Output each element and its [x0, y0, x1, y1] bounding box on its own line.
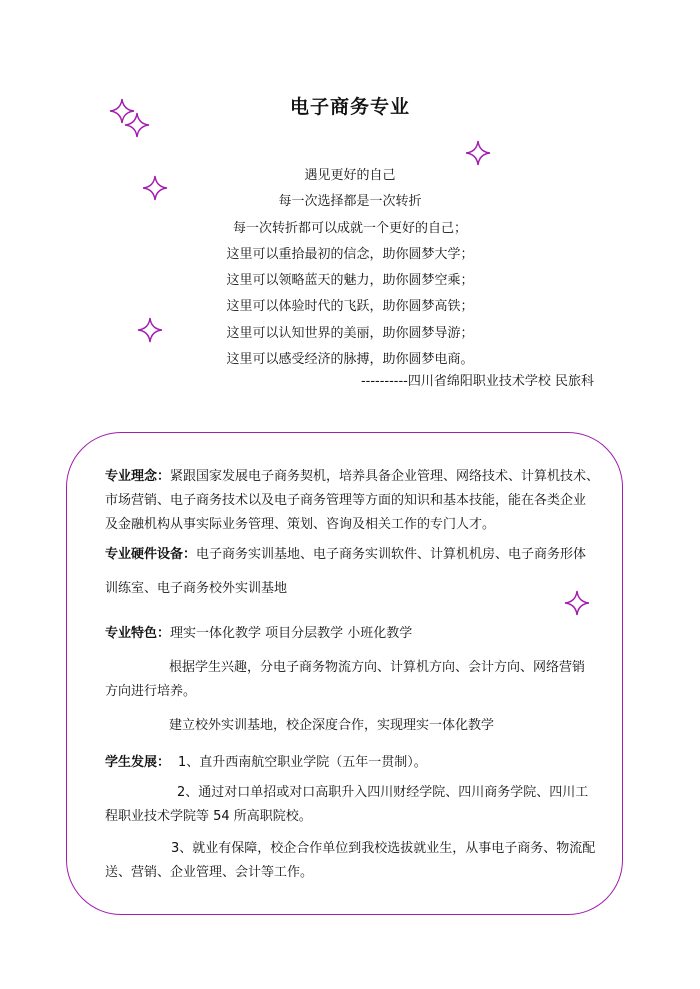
section-text: 1、直升西南航空职业学院（五年一贯制）。 — [178, 755, 427, 770]
poem-line: 遇见更好的自己 — [304, 168, 396, 183]
page-title: 电子商务专业 — [289, 96, 410, 118]
poem-line: 这里可以体验时代的飞跃，助你圆梦高铁； — [226, 299, 474, 315]
section-text: 2、通过对口单招或对口高职升入四川财经学院、四川商务学院、四川工 — [177, 785, 589, 800]
section-features — [105, 622, 625, 733]
poem-line: 每一次选择都是一次转折 — [278, 194, 422, 210]
section-text: 训练室、电子商务校外实训基地 — [105, 581, 288, 596]
section-text: 程职业技术学院等 54 所高职院校。 — [105, 809, 312, 824]
section-text: 建立校外实训基地，校企深度合作，实现理实一体化教学 — [169, 718, 495, 733]
section-text: 3、就业有保障，校企合作单位到我校选拔就业生，从事电子商务、物流配 — [171, 841, 596, 856]
poem-signature: ----------四川省绵阳职业技术学校 民旅科 — [360, 374, 594, 389]
section-text: 及金融机构从事实际业务管理、策划、咨询及相关工作的专门人才。 — [105, 517, 496, 532]
section-text: 方向进行培养。 — [105, 684, 197, 699]
section-text: 市场营销、电子商务技术以及电子商务管理等方面的知识和基本技能，能在各类企业 — [105, 493, 587, 508]
poem-line: 这里可以领略蓝天的魅力，助你圆梦空乘； — [226, 273, 474, 289]
section-text: 紧跟国家发展电子商务契机，培养具备企业管理、网络技术、计算机技术、 — [170, 469, 600, 484]
poem-line: 每一次转折都可以成就一个更好的自己； — [232, 220, 467, 236]
section-label: 专业硬件设备： — [105, 547, 197, 562]
poem-line: 这里可以认知世界的美丽，助你圆梦导游； — [226, 325, 474, 341]
section-text: 理实一体化教学 项目分层教学 小班化教学 — [170, 626, 413, 641]
section-development — [105, 751, 625, 880]
poem-line: 这里可以感受经济的脉搏，助你圆梦电商。 — [226, 352, 474, 368]
section-label: 学生发展： — [105, 755, 171, 770]
poem-line: 这里可以重拾最初的信念，助你圆梦大学； — [226, 246, 474, 262]
section-text: 送、营销、企业管理、会计等工作。 — [105, 865, 314, 880]
section-label: 专业特色： — [105, 626, 171, 641]
section-concept — [105, 465, 625, 537]
section-label: 专业理念： — [105, 469, 171, 484]
poem — [0, 163, 700, 389]
section-hardware — [105, 543, 625, 596]
section-text: 根据学生兴趣，分电子商务物流方向、计算机方向、会计方向、网络营销 — [169, 660, 586, 675]
section-text: 电子商务实训基地、电子商务实训软件、计算机机房、电子商务形体 — [196, 547, 587, 562]
